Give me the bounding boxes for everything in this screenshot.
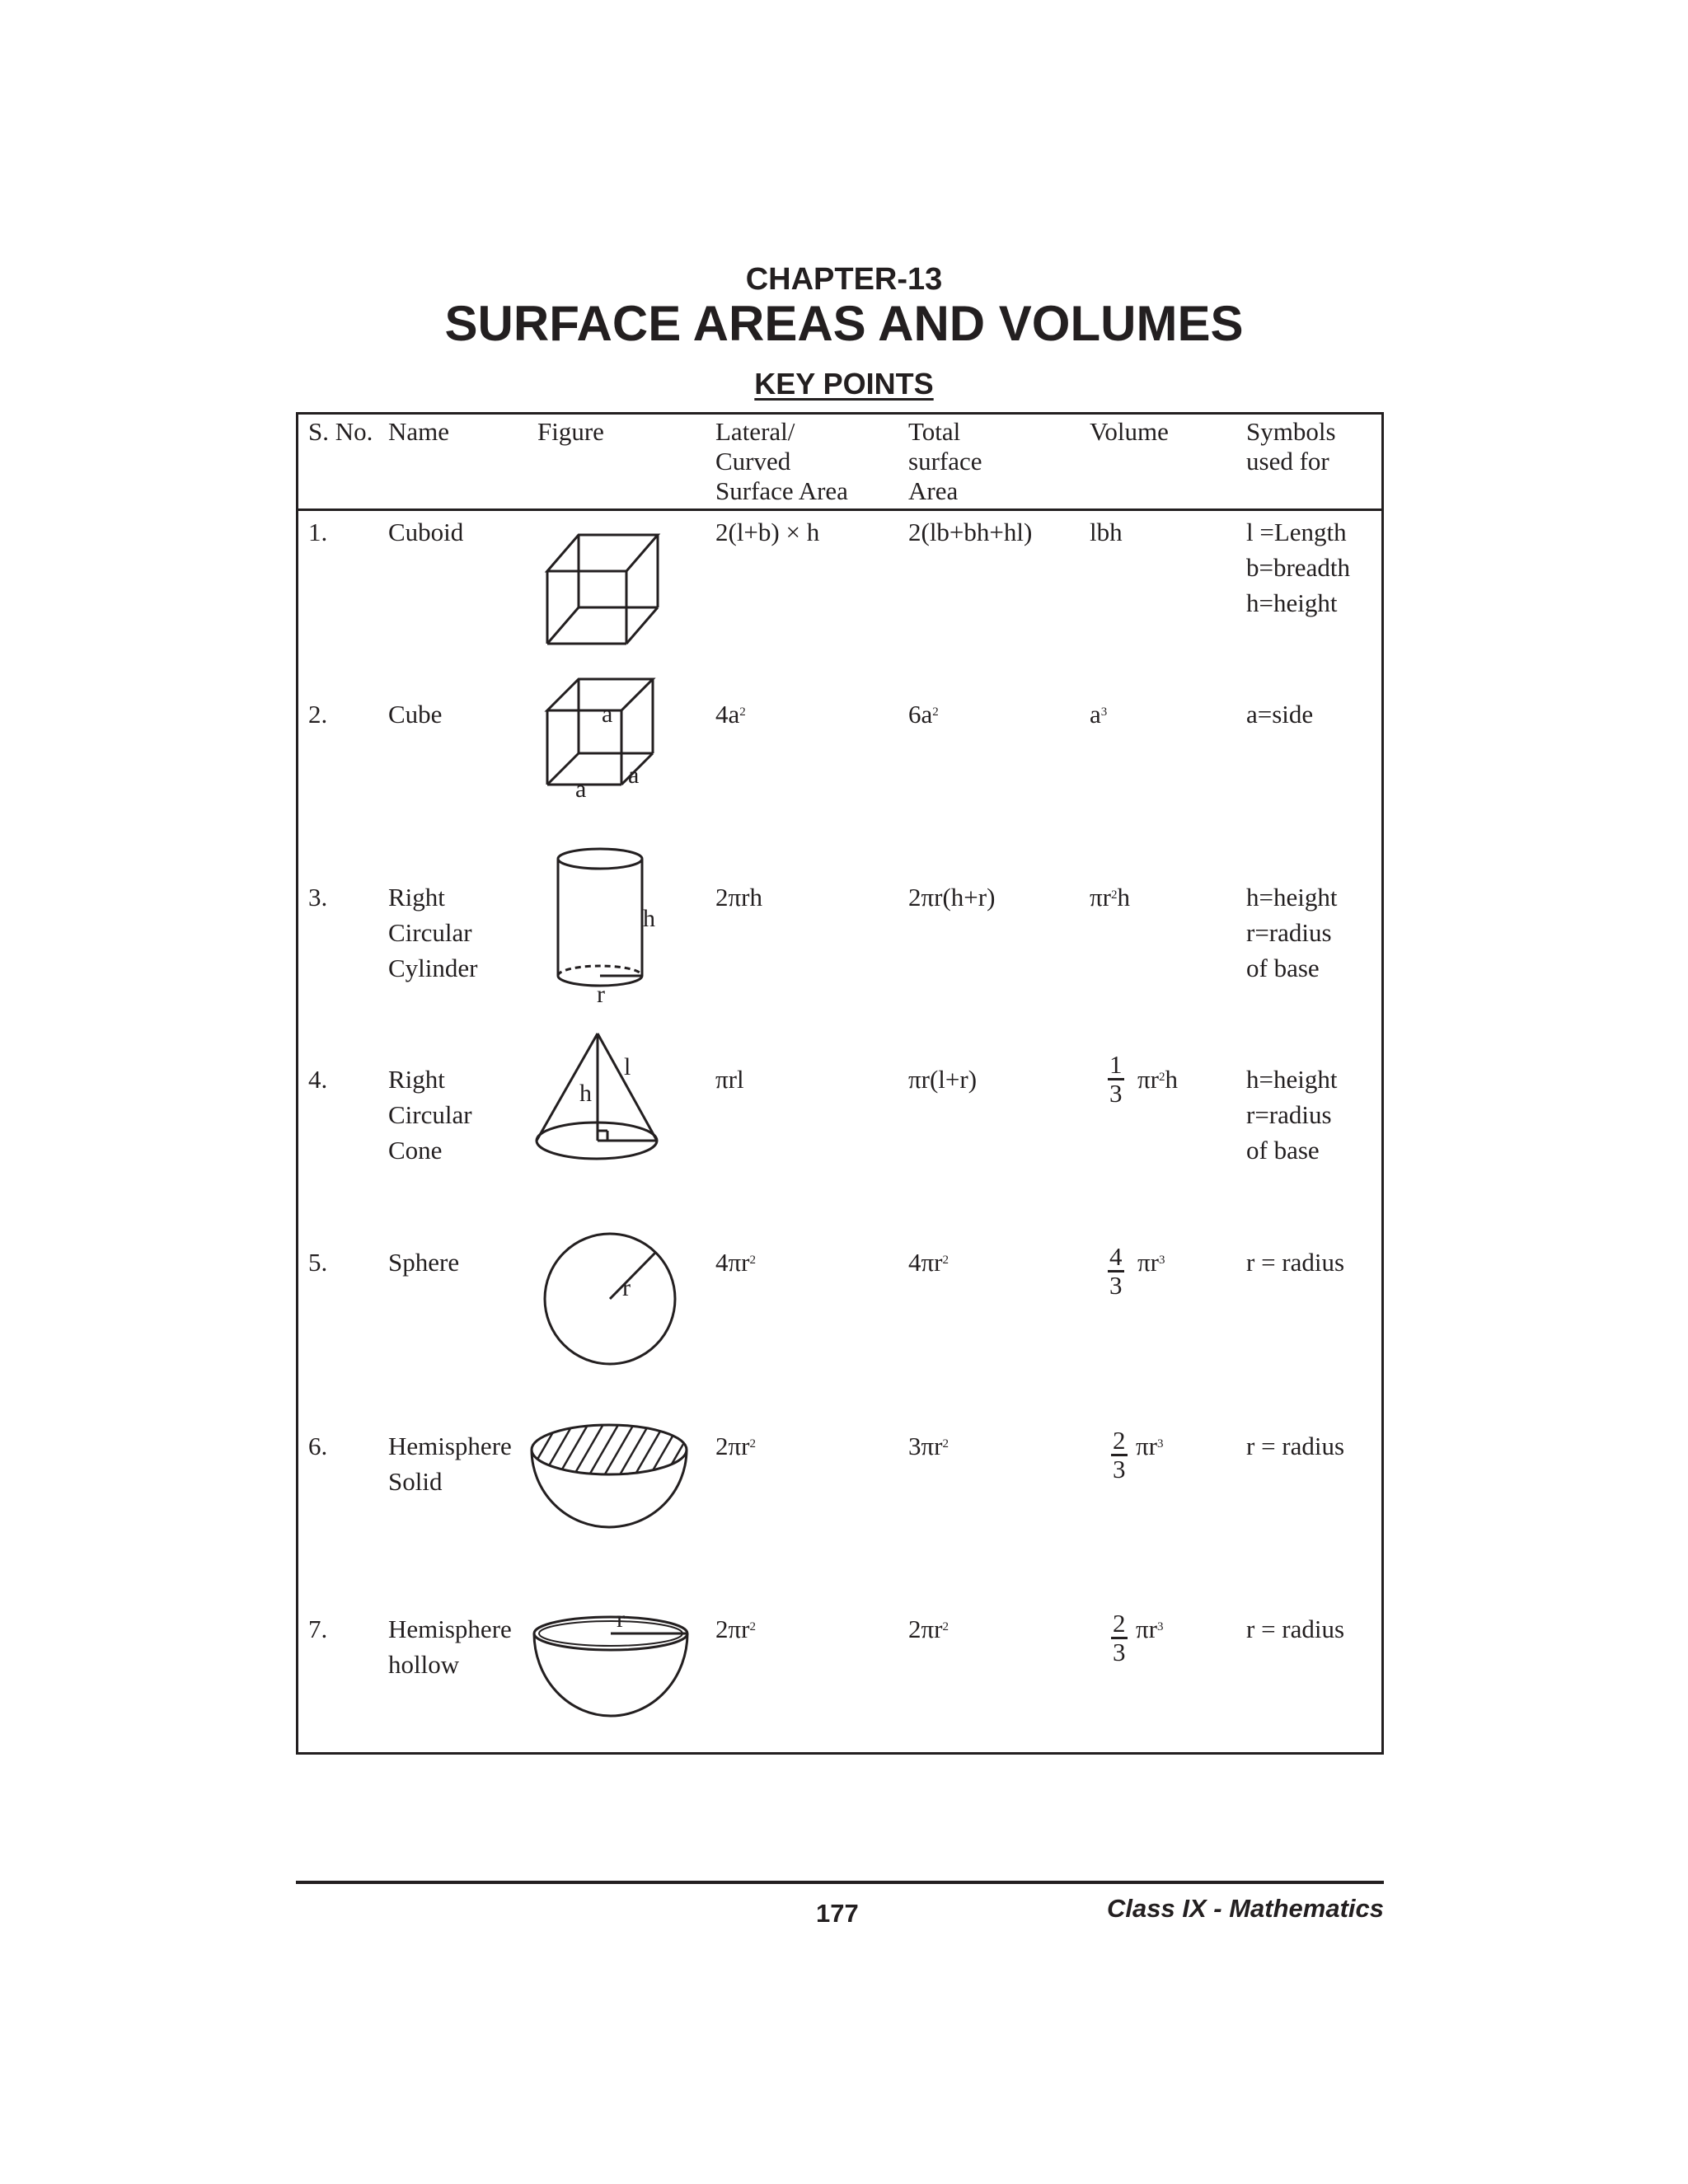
volume: $\pi r^3$ — [1136, 1615, 1164, 1643]
row-name: Right Circular Cylinder — [388, 883, 478, 982]
lateral-area: $2\pi r^2$ — [715, 1432, 756, 1460]
row-name: Hemisphere hollow — [388, 1615, 512, 1679]
total-area: $2\pi r^2$ — [908, 1615, 949, 1643]
book-title: Class IX - Mathematics — [1107, 1894, 1384, 1923]
symbols: h=height r=radius of base — [1246, 883, 1338, 982]
sphere-figure-icon — [540, 1228, 688, 1376]
cylinder-figure-icon — [544, 847, 676, 1012]
lateral-area: πrl — [715, 1065, 744, 1094]
cone-label-h: h — [579, 1080, 592, 1107]
header-sno: S. No. — [308, 417, 373, 446]
row-sno: 5. — [308, 1248, 328, 1277]
volume-fraction: $\frac{1}{3}$ — [1109, 1050, 1123, 1108]
cube-label-a: a — [602, 701, 613, 728]
symbols: l =Length b=breadth h=height — [1246, 518, 1350, 617]
row-name: Sphere — [388, 1248, 460, 1277]
table-header-divider — [296, 509, 1384, 511]
chapter-title: SURFACE AREAS AND VOLUMES — [444, 296, 1244, 351]
volume-fraction: $\frac{2}{3}$ — [1113, 1609, 1126, 1666]
row-sno: 7. — [308, 1615, 328, 1643]
volume-fraction: $\frac{2}{3}$ — [1113, 1426, 1126, 1483]
volume: $\pi r^2h$ — [1090, 883, 1130, 912]
row-sno: 2. — [308, 700, 328, 729]
total-area: πr(l+r) — [908, 1065, 978, 1094]
total-area: $4\pi r^2$ — [908, 1248, 949, 1277]
lateral-area: 2πrh — [715, 883, 762, 912]
cube-label-a: a — [575, 776, 587, 803]
cone-figure-icon — [532, 1030, 672, 1170]
cube-label-a: a — [628, 762, 640, 789]
symbols: h=height r=radius of base — [1246, 1065, 1338, 1165]
volume: lbh — [1090, 518, 1123, 546]
row-sno: 4. — [308, 1065, 328, 1094]
row-name: Cube — [388, 700, 443, 729]
symbols: r = radius — [1246, 1615, 1345, 1643]
cone-label-l: l — [624, 1053, 631, 1080]
chapter-number: CHAPTER-13 — [745, 262, 943, 297]
row-name: Right Circular Cone — [388, 1065, 472, 1165]
hollow-hemisphere-figure-icon — [528, 1607, 692, 1727]
volume: $\pi r^3$ — [1137, 1248, 1165, 1277]
header-figure: Figure — [537, 417, 604, 446]
cuboid-figure-icon — [544, 532, 659, 647]
total-area: $6a^2$ — [908, 700, 939, 729]
header-name: Name — [388, 417, 450, 446]
footer-rule — [296, 1881, 1384, 1884]
cube-figure-icon — [544, 676, 676, 808]
row-name: Hemisphere Solid — [388, 1432, 512, 1496]
header-volume: Volume — [1090, 417, 1169, 446]
lateral-area: $4a^2$ — [715, 700, 746, 729]
lateral-area: $4\pi r^2$ — [715, 1248, 756, 1277]
volume: $\pi r^2h$ — [1137, 1065, 1178, 1094]
row-sno: 6. — [308, 1432, 328, 1460]
symbols: a=side — [1246, 700, 1314, 729]
row-sno: 1. — [308, 518, 328, 546]
row-sno: 3. — [308, 883, 328, 912]
row-name: Cuboid — [388, 518, 464, 546]
symbols: r = radius — [1246, 1432, 1345, 1460]
volume-fraction: $\frac{4}{3}$ — [1109, 1242, 1123, 1300]
total-area: 2(lb+bh+hl) — [908, 518, 1033, 546]
solid-hemisphere-figure-icon — [528, 1422, 692, 1533]
symbols: r = radius — [1246, 1248, 1345, 1277]
cylinder-label-h: h — [643, 905, 655, 932]
header-symbols: Symbols used for — [1246, 417, 1336, 476]
volume: $\pi r^3$ — [1136, 1432, 1164, 1460]
lateral-area: $2\pi r^2$ — [715, 1615, 756, 1643]
lateral-area: 2(l+b) × h — [715, 518, 820, 546]
page-number: 177 — [816, 1899, 859, 1928]
header-lateral-surface-area: Lateral/ Curved Surface Area — [715, 417, 848, 505]
header-total-surface-area: Total surface Area — [908, 417, 982, 505]
sphere-label-r: r — [622, 1274, 631, 1301]
hemisphere-label-r: r — [617, 1605, 625, 1633]
key-points-heading: KEY POINTS — [754, 367, 934, 401]
total-area: $3\pi r^2$ — [908, 1432, 949, 1460]
total-area: 2πr(h+r) — [908, 883, 996, 912]
volume: $a^3$ — [1090, 700, 1108, 729]
cylinder-label-r: r — [597, 981, 605, 1008]
